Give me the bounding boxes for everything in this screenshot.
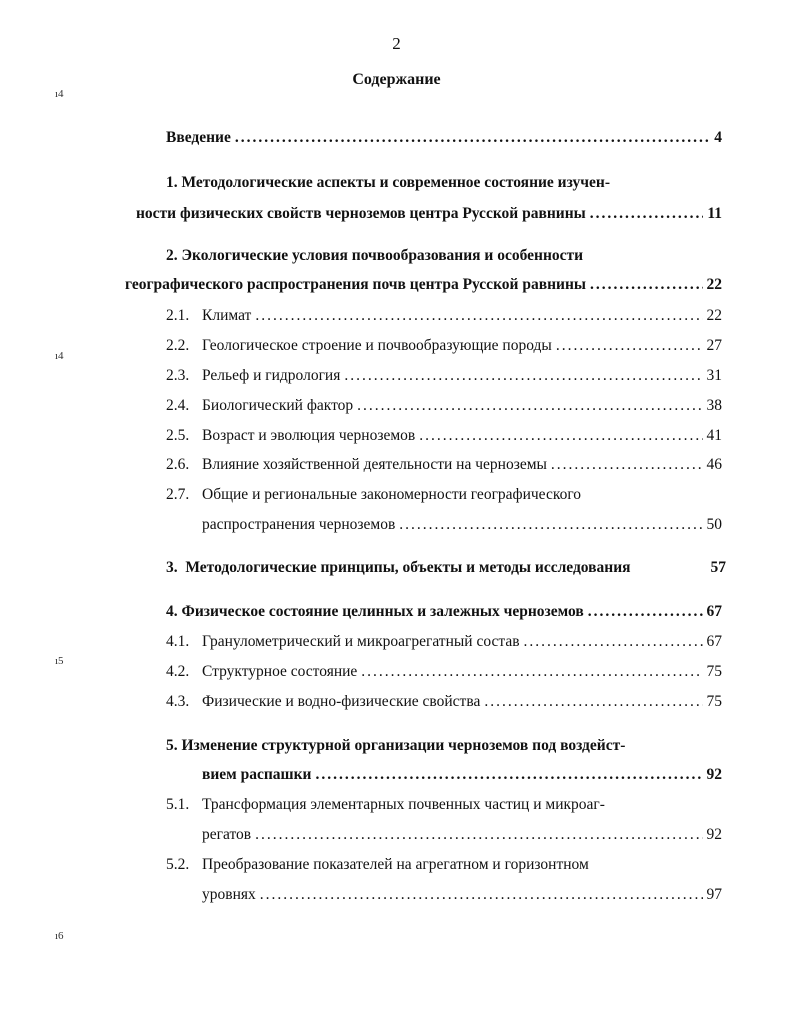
- toc-page-number: 57: [710, 559, 726, 576]
- toc-page-number: 38: [706, 397, 722, 414]
- page-number: 2: [392, 34, 401, 53]
- toc-entry-number: 4.3.: [166, 693, 190, 710]
- margin-mark: ı6: [55, 930, 64, 942]
- toc-entry-number: 2.6.: [166, 456, 190, 473]
- toc-entry-2-4: [166, 396, 722, 416]
- toc-entry-text: Физическое состояние целинных и залежных черноземов: [181, 603, 584, 620]
- toc-entry-text: Изменение структурной организации черноземов под воздейст-: [181, 737, 626, 754]
- toc-entry-text: Биологический фактор: [202, 397, 354, 414]
- margin-mark: ı4: [55, 350, 64, 362]
- leader-dots: [260, 885, 703, 905]
- toc-entry-text: Общие и региональные закономерности географического: [202, 486, 582, 503]
- margin-mark: ı5: [55, 655, 64, 667]
- toc-page-number: 4: [714, 129, 722, 146]
- toc-page-number: 46: [706, 456, 722, 473]
- toc-entry-section-4: [166, 602, 722, 622]
- toc-entry-label: [166, 558, 631, 578]
- leader-dots: [344, 366, 702, 386]
- toc-page-number: 75: [706, 663, 722, 680]
- toc-entry-number: 2.1.: [166, 307, 190, 324]
- toc-entry-section-5-cont: [202, 765, 722, 785]
- toc-entry-number: 2.2.: [166, 337, 190, 354]
- toc-page-number: 22: [706, 276, 722, 293]
- toc-page-number: 67: [706, 633, 722, 650]
- leader-dots: [556, 336, 703, 356]
- toc-entry-number: 2.5.: [166, 427, 190, 444]
- leader-dots: [357, 396, 702, 416]
- toc-page-number: 27: [706, 337, 722, 354]
- toc-entry-text: Методологические принципы, объекты и методы исследования: [185, 559, 631, 576]
- toc-page-number: 97: [706, 886, 722, 903]
- toc-entry-text: Климат: [202, 307, 252, 324]
- toc-entry-text: Возраст и эволюция черноземов: [202, 427, 416, 444]
- leader-dots: [524, 632, 703, 652]
- toc-entry-5-1-cont: [202, 825, 722, 845]
- toc-page-number: 92: [706, 766, 722, 783]
- toc-entry-section-5: [166, 736, 722, 756]
- toc-entry-number: 5.: [166, 737, 178, 754]
- toc-entry-number: 5.1.: [166, 796, 190, 813]
- leader-dots: [419, 426, 702, 446]
- toc-entry-4-2: [166, 662, 722, 682]
- toc-entry-text: распространения черноземов: [202, 516, 396, 533]
- toc-entry-text: Гранулометрический и микроагрегатный состав: [202, 633, 520, 650]
- toc-entry-text: Экологические условия почвообразования и особенности: [181, 247, 584, 264]
- toc-entry-text: регатов: [202, 826, 252, 843]
- toc-entry-section-2-cont: [125, 275, 722, 295]
- toc-entry-number: 3.: [166, 559, 178, 576]
- leader-dots: [588, 602, 703, 622]
- leader-dots: [590, 275, 703, 295]
- leader-dots: [361, 662, 702, 682]
- toc-page-number: 31: [706, 367, 722, 384]
- toc-entry-text: ности физических свойств черноземов центра Русской равнины: [136, 205, 586, 222]
- toc-entry-text: уровнях: [202, 886, 256, 903]
- toc-entry-text: Влияние хозяйственной деятельности на черноземы: [202, 456, 547, 473]
- leader-dots: [255, 825, 702, 845]
- toc-entry-section-2: [166, 246, 722, 266]
- toc-entry-text: Методологические аспекты и современное состояние изучен-: [181, 174, 610, 191]
- leader-dots: [235, 128, 710, 148]
- toc-entry-2-2: [166, 336, 722, 356]
- toc-entry-text: Преобразование показателей на агрегатном и горизонтном: [202, 856, 589, 873]
- toc-entry-number: 2.: [166, 247, 178, 264]
- toc-page-number: 75: [706, 693, 722, 710]
- leader-dots: [316, 765, 703, 785]
- toc-entry-number: 4.: [166, 603, 178, 620]
- toc-page-number: 92: [706, 826, 722, 843]
- toc-entry-5-1: [166, 795, 722, 815]
- toc-entry-4-1: [166, 632, 722, 652]
- toc-entry-5-2-cont: [202, 885, 722, 905]
- toc-entry-text: Введение: [166, 129, 231, 146]
- leader-dots: [551, 455, 703, 475]
- toc-entry-section-3: [166, 558, 726, 578]
- toc-entry-number: 4.1.: [166, 633, 190, 650]
- toc-entry-2-6: [166, 455, 722, 475]
- toc-entry-2-5: [166, 426, 722, 446]
- toc-entry-section-1-cont: [136, 204, 722, 224]
- toc-entry-2-3: [166, 366, 722, 386]
- leader-dots: [399, 515, 702, 535]
- toc-entry-number: 4.2.: [166, 663, 190, 680]
- toc-page-number: 50: [706, 516, 722, 533]
- toc-entry-number: 1.: [166, 174, 178, 191]
- toc-page-number: 41: [706, 427, 722, 444]
- page-title: Содержание: [352, 71, 441, 88]
- leader-dots: [484, 692, 702, 712]
- toc-entry-text: вием распашки: [202, 766, 312, 783]
- toc-entry-2-7-cont: [202, 515, 722, 535]
- toc-entry-text: Рельеф и гидрология: [202, 367, 341, 384]
- toc-entry-intro: [166, 128, 722, 148]
- toc-entry-number: 2.4.: [166, 397, 190, 414]
- toc-entry-number: 5.2.: [166, 856, 190, 873]
- toc-entry-section-1: [166, 173, 722, 193]
- toc-entry-text: Геологическое строение и почвообразующие породы: [202, 337, 552, 354]
- toc-entry-text: Трансформация элементарных почвенных частиц и микроаг-: [202, 796, 605, 813]
- margin-mark: ı4: [55, 88, 64, 100]
- leader-dots: [590, 204, 704, 224]
- toc-entry-number: 2.3.: [166, 367, 190, 384]
- toc-entry-text: географического распространения почв центра Русской равнины: [125, 276, 586, 293]
- leader-dots: [255, 306, 702, 326]
- toc-entry-2-7: [166, 485, 722, 505]
- toc-entry-4-3: [166, 692, 722, 712]
- toc-page-number: 67: [706, 603, 722, 620]
- toc-page-number: 11: [707, 205, 722, 222]
- toc-entry-2-1: [166, 306, 722, 326]
- toc-entry-text: Структурное состояние: [202, 663, 358, 680]
- toc-page-number: 22: [706, 307, 722, 324]
- toc-entry-text: Физические и водно-физические свойства: [202, 693, 481, 710]
- toc-entry-5-2: [166, 855, 722, 875]
- toc-entry-number: 2.7.: [166, 486, 190, 503]
